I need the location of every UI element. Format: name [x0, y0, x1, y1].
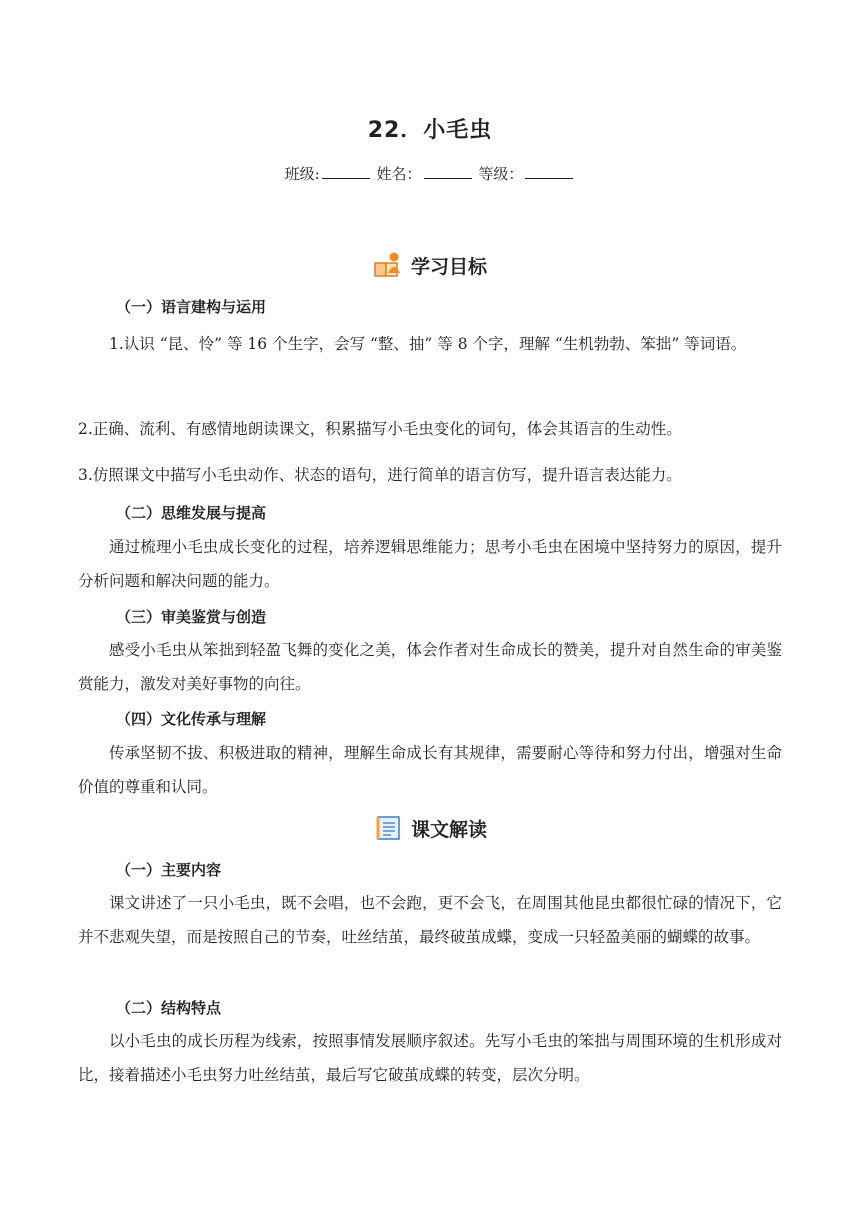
- analysis-subhead-1: （一）主要内容: [116, 861, 222, 879]
- goals-subhead-1: （一）语言建构与运用: [116, 298, 267, 316]
- class-label: 班级:: [284, 165, 320, 183]
- grade-label: 等级：: [478, 165, 524, 183]
- student-info-line: [0, 163, 860, 184]
- goals-text-3: 感受小毛虫从笨拙到轻盈飞舞的变化之美，体会作者对生命成长的赞美，提升对自然生命的审美鉴赏能力，激发对美好事物的向往。: [78, 641, 782, 693]
- section-heading-analysis: [0, 814, 860, 842]
- goals-item-1: 1.认识 “昆、怜” 等 16 个生字，会写 “整、抽” 等 8 个字，理解 “生机勃勃、笨拙” 等词语。: [109, 335, 747, 353]
- reading-person-icon: [373, 251, 403, 279]
- goals-item-2: 2.正确、流利、有感情地朗读课文，积累描写小毛虫变化的词句，体会其语言的生动性。: [78, 420, 682, 438]
- goals-subhead-2: （二）思维发展与提高: [116, 504, 267, 522]
- analysis-subhead-2: （二）结构特点: [116, 999, 222, 1017]
- section-label-goals: 学习目标: [410, 255, 487, 278]
- grade-blank[interactable]: [525, 164, 573, 179]
- page-title: 22．小毛虫: [367, 118, 493, 143]
- analysis-text-1: 课文讲述了一只小毛虫，既不会唱，也不会跑，更不会飞，在周围其他昆虫都很忙碌的情况下，它并不悲观失望，而是按照自己的节奏，吐丝结茧，最终破茧成蝶，变成一只轻盈美丽的蝴蝶的故事。: [78, 894, 782, 946]
- goals-text-4: 传承坚韧不拔、积极进取的精神，理解生命成长有其规律，需要耐心等待和努力付出，增强对生命价值的尊重和认同。: [78, 744, 782, 796]
- notebook-icon: [373, 814, 403, 842]
- goals-item-3: 3.仿照课文中描写小毛虫动作、状态的语句，进行简单的语言仿写，提升语言表达能力。: [78, 466, 682, 484]
- goals-subhead-3: （三）审美鉴赏与创造: [116, 608, 267, 626]
- goals-subhead-4: （四）文化传承与理解: [116, 710, 267, 728]
- class-blank[interactable]: [322, 164, 370, 179]
- goals-text-2: 通过梳理小毛虫成长变化的过程，培养逻辑思维能力；思考小毛虫在困境中坚持努力的原因，提升分析问题和解决问题的能力。: [78, 538, 782, 590]
- analysis-text-2: 以小毛虫的成长历程为线索，按照事情发展顺序叙述。先写小毛虫的笨拙与周围环境的生机形成对比，接着描述小毛虫努力吐丝结茧，最后写它破茧成蝶的转变，层次分明。: [78, 1032, 782, 1084]
- name-blank[interactable]: [424, 164, 472, 179]
- name-label: 姓名：: [376, 165, 422, 183]
- section-heading-goals: [0, 251, 860, 279]
- section-label-analysis: 课文解读: [410, 818, 487, 841]
